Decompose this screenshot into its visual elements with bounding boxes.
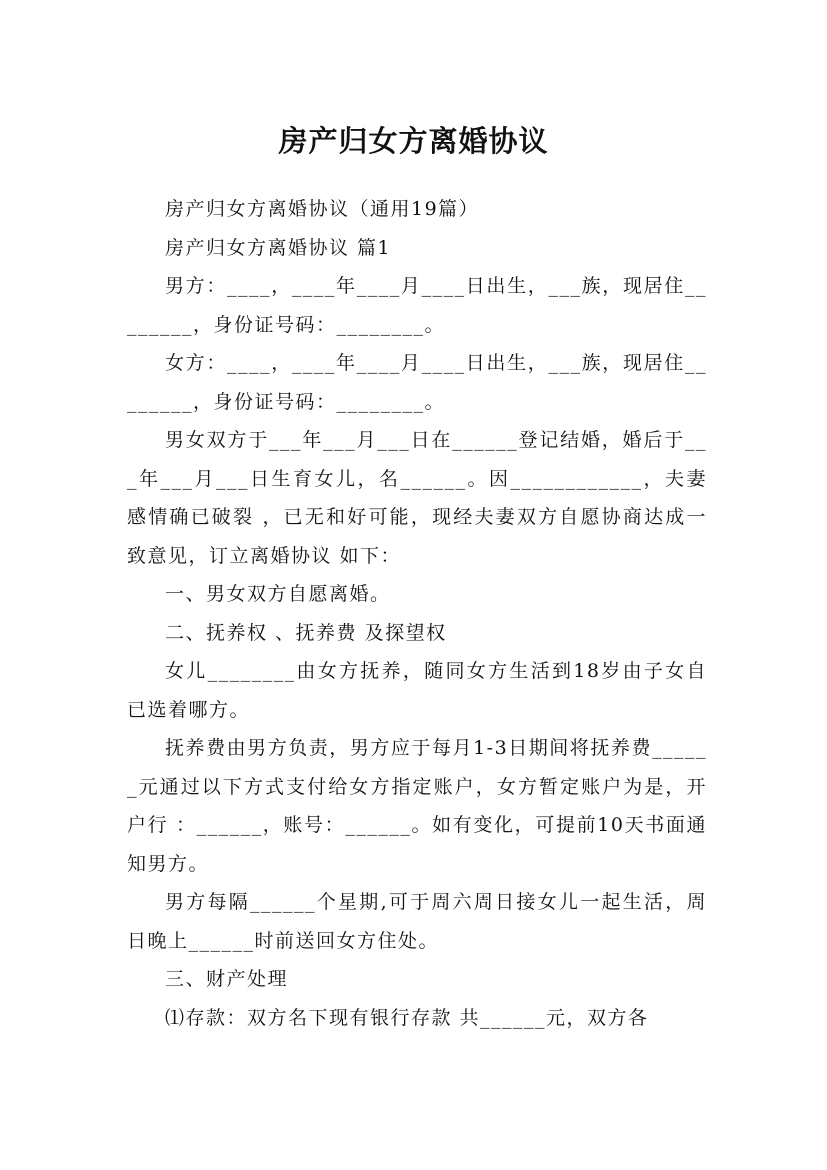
paragraph-clause-2-heading: 二、抚养权 、抚养费 及探望权 — [165, 621, 447, 644]
paragraph-subtitle: 房产归女方离婚协议（通用19篇） — [165, 198, 480, 220]
paragraph-section-heading: 房产归女方离婚协议 篇1 — [165, 236, 392, 259]
paragraph-custody: 女儿________由女方抚养，随同女方生活到18岁由子女自已选着哪方。 — [127, 660, 707, 721]
paragraph-savings: ⑴存款：双方名下现有银行存款 共______元，双方各 — [165, 1006, 649, 1029]
paragraph-male-party: 男方：____，____年____月____日出生，___族，现居住________，身份证号码：________。 — [127, 275, 707, 336]
document-body — [127, 190, 707, 1037]
document-title: 房产归女方离婚协议 — [278, 124, 549, 159]
paragraph-child-support: 抚养费由男方负责，男方应于每月1-3日期间将抚养费______元通过以下方式支付给女方指定账户，女方暂定账户为是，开户行 ：______，账号：______。如有变化，可提前10天书面通知男方。 — [127, 737, 707, 875]
paragraph-visitation: 男方每隔______个星期,可于周六周日接女儿一起生活，周日晚上______时前送回女方住处。 — [127, 891, 707, 952]
paragraph-marriage-info: 男女双方于___年___月___日在______登记结婚，婚后于___年___月___日生育女儿，名______。因____________，夫妻感情确已破裂 ，已无和好可能，现经夫妻双方自愿协商达成一致意见，订立离婚协议 如下： — [127, 429, 707, 567]
paragraph-female-party: 女方：____，____年____月____日出生，___族，现居住________，身份证号码：________。 — [127, 352, 707, 413]
paragraph-clause-3-heading: 三、财产处理 — [165, 968, 289, 990]
paragraph-clause-1: 一、男女双方自愿离婚。 — [165, 583, 391, 605]
